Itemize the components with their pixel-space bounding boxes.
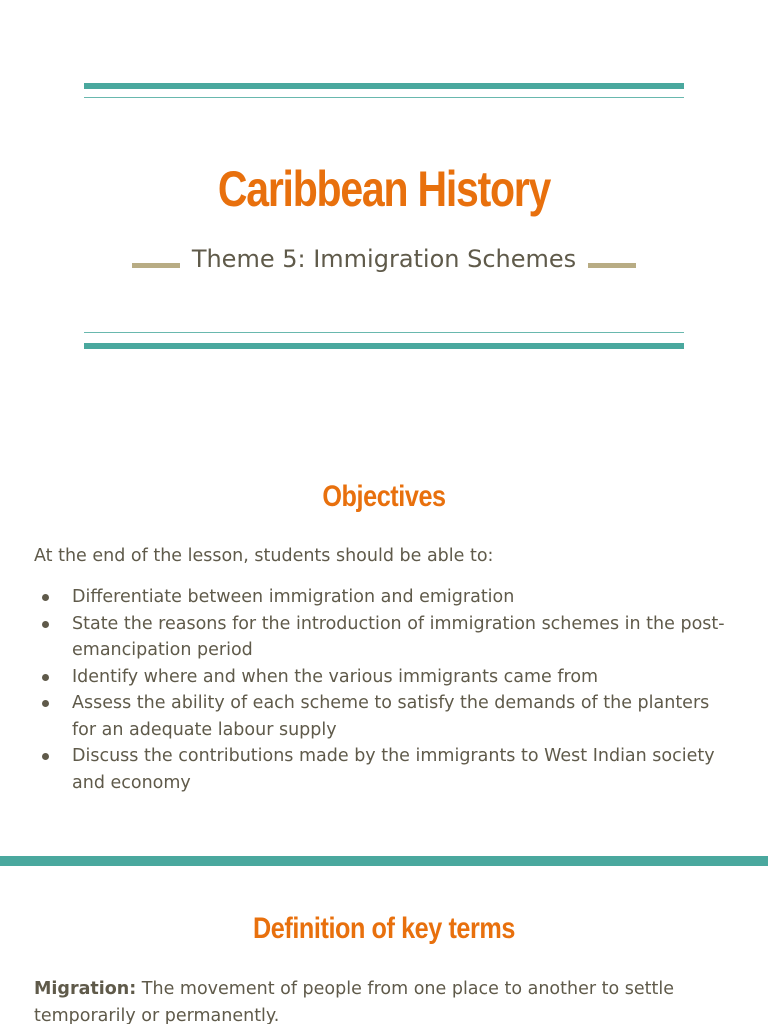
bullet-icon bbox=[42, 621, 49, 628]
objectives-intro: At the end of the lesson, students should be able to: bbox=[34, 546, 494, 566]
objective-text: State the reasons for the introduction of immigration schemes in the post- emancipation period bbox=[72, 613, 725, 660]
top-thin-rule bbox=[84, 97, 684, 98]
bullet-icon bbox=[42, 594, 49, 601]
bullet-icon bbox=[42, 674, 49, 681]
title-slide bbox=[0, 0, 768, 420]
objective-text: Identify where and when the various immigrants came from bbox=[72, 666, 599, 687]
bottom-thick-rule bbox=[84, 343, 684, 349]
bottom-thin-rule bbox=[84, 332, 684, 333]
slide-title: Caribbean History bbox=[217, 161, 551, 217]
top-thick-rule bbox=[84, 83, 684, 89]
objective-item bbox=[34, 690, 734, 743]
objective-text: Discuss the contributions made by the immigrants to West Indian society and economy bbox=[72, 746, 715, 793]
slide-subtitle: Theme 5: Immigration Schemes bbox=[191, 245, 577, 273]
objective-item bbox=[34, 664, 734, 691]
objectives-heading: Objectives bbox=[322, 480, 446, 513]
slide-separator bbox=[0, 856, 768, 866]
definitions-heading: Definition of key terms bbox=[252, 912, 516, 945]
bullet-icon bbox=[42, 753, 49, 760]
objectives-list bbox=[34, 584, 734, 796]
subtitle-right-dash bbox=[588, 263, 636, 268]
objective-item bbox=[34, 611, 734, 664]
subtitle-row bbox=[0, 245, 768, 279]
migration-term: Migration: bbox=[34, 979, 137, 999]
objective-item bbox=[34, 743, 734, 796]
objective-text: Assess the ability of each scheme to satisfy the demands of the planters for an adequate labour supply bbox=[72, 693, 710, 740]
definitions-slide bbox=[0, 866, 768, 1024]
migration-definition-text: The movement of people from one place to another to settle temporarily or permanently. bbox=[34, 979, 674, 1024]
objective-text: Differentiate between immigration and emigration bbox=[72, 587, 515, 607]
migration-definition bbox=[34, 976, 734, 1024]
bullet-icon bbox=[42, 700, 49, 707]
objectives-slide bbox=[0, 420, 768, 856]
objective-item bbox=[34, 584, 734, 611]
